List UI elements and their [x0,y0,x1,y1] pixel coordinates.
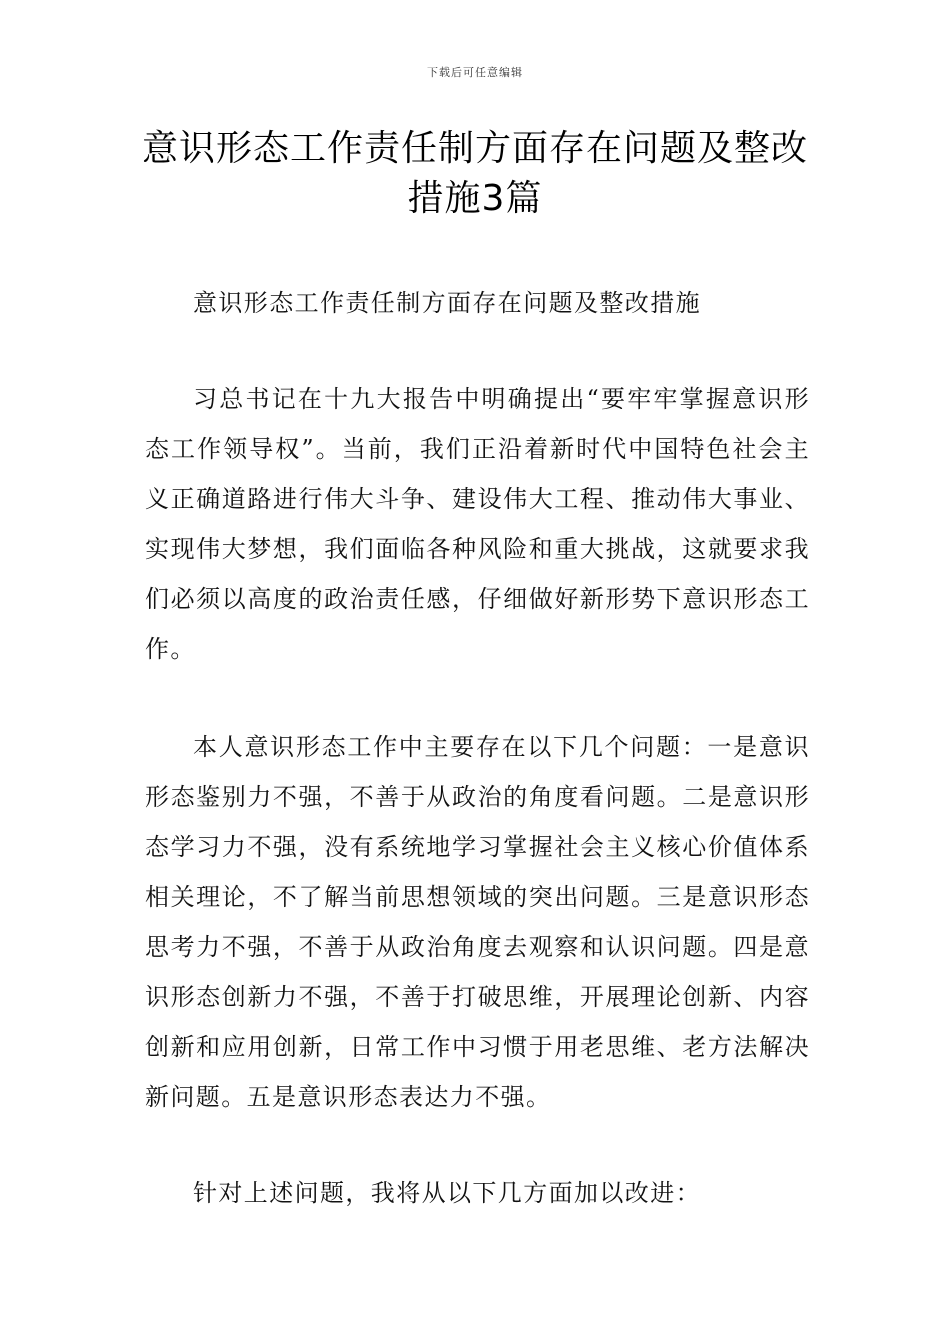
paragraph-intro: 习总书记在十九大报告中明确提出“要牢牢掌握意识形态工作领导权”。当前，我们正沿着新时代中国特色社会主义正确道路进行伟大斗争、建设伟大工程、推动伟大事业、实现伟大梦想，我们面临各种风险和重大挑战，这就要求我们必须以高度的政治责任感，仔细做好新形势下意识形态工作。 [145,385,810,663]
document-title: 意识形态工作责任制方面存在问题及整改措施3篇 [141,128,808,219]
paragraph-problems: 本人意识形态工作中主要存在以下几个问题：一是意识形态鉴别力不强，不善于从政治的角度看问题。二是意识形态学习力不强，没有系统地学习掌握社会主义核心价值体系相关理论，不了解当前思想领域的突出问题。三是意识形态思考力不强，不善于从政治角度去观察和认识问题。四是意识形态创新力不强，不善于打破思维，开展理论创新、内容创新和应用创新，日常工作中习惯于用老思维、老方法解决新问题。五是意识形态表达力不强。 [145,733,810,1111]
paragraph-measures: 针对上述问题，我将从以下几方面加以改进： [193,1179,701,1207]
header-note: 下载后可任意编辑 [427,66,523,79]
document-subtitle: 意识形态工作责任制方面存在问题及整改措施 [193,289,701,317]
